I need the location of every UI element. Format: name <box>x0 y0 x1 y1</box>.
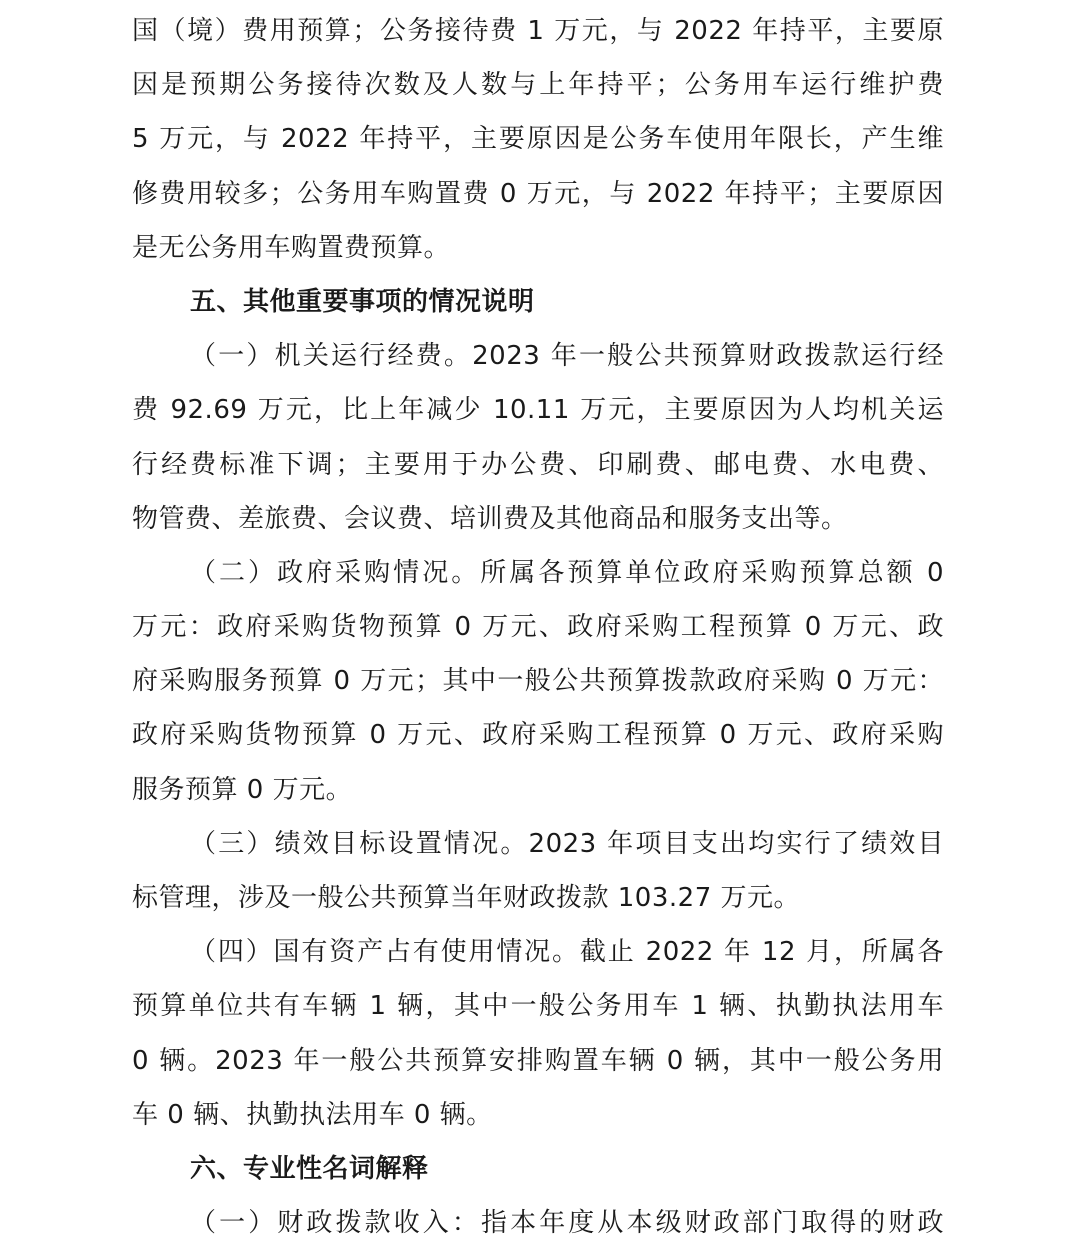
text-line: 府采购服务预算 0 万元；其中一般公共预算拨款政府采购 0 万元： <box>132 666 944 697</box>
text-line: 国（境）费用预算；公务接待费 1 万元，与 2022 年持平，主要原 <box>132 16 944 46</box>
text-line: 预算单位共有车辆 1 辆，其中一般公务用车 1 辆、执勤执法用车 <box>132 991 944 1022</box>
text-line: 是无公务用车购置费预算。 <box>132 232 451 263</box>
text-line: 因是预期公务接待次数及人数与上年持平；公务用车运行维护费 <box>132 70 944 101</box>
section-heading: 五、其他重要事项的情况说明 <box>190 286 535 317</box>
text-line: （二）政府采购情况。所属各预算单位政府采购预算总额 0 <box>190 557 944 588</box>
text-line: （四）国有资产占有使用情况。截止 2022 年 12 月，所属各 <box>190 937 944 968</box>
text-line: 物管费、差旅费、会议费、培训费及其他商品和服务支出等。 <box>132 503 848 534</box>
text-line: 行经费标准下调；主要用于办公费、印刷费、邮电费、水电费、 <box>132 449 944 480</box>
section-heading: 六、专业性名词解释 <box>190 1153 429 1184</box>
text-line: 费 92.69 万元，比上年减少 10.11 万元，主要原因为人均机关运 <box>132 395 944 426</box>
text-line: 万元：政府采购货物预算 0 万元、政府采购工程预算 0 万元、政 <box>132 612 944 643</box>
text-line: （三）绩效目标设置情况。2023 年项目支出均实行了绩效目 <box>190 828 944 859</box>
text-line: （一）机关运行经费。2023 年一般公共预算财政拨款运行经 <box>190 341 944 372</box>
text-line: 5 万元，与 2022 年持平，主要原因是公务车使用年限长，产生维 <box>132 124 944 155</box>
text-line: 修费用较多；公务用车购置费 0 万元，与 2022 年持平；主要原因 <box>132 178 944 209</box>
text-line: 车 0 辆、执勤执法用车 0 辆。 <box>132 1099 493 1130</box>
document-page <box>132 0 944 1250</box>
text-line: 政府采购货物预算 0 万元、政府采购工程预算 0 万元、政府采购 <box>132 720 944 751</box>
text-line: 0 辆。2023 年一般公共预算安排购置车辆 0 辆，其中一般公务用 <box>132 1045 944 1076</box>
text-line: 服务预算 0 万元。 <box>132 774 353 805</box>
text-line: 标管理，涉及一般公共预算当年财政拨款 103.27 万元。 <box>132 883 801 913</box>
text-line: （一）财政拨款收入：指本年度从本级财政部门取得的财政 <box>190 1208 944 1239</box>
